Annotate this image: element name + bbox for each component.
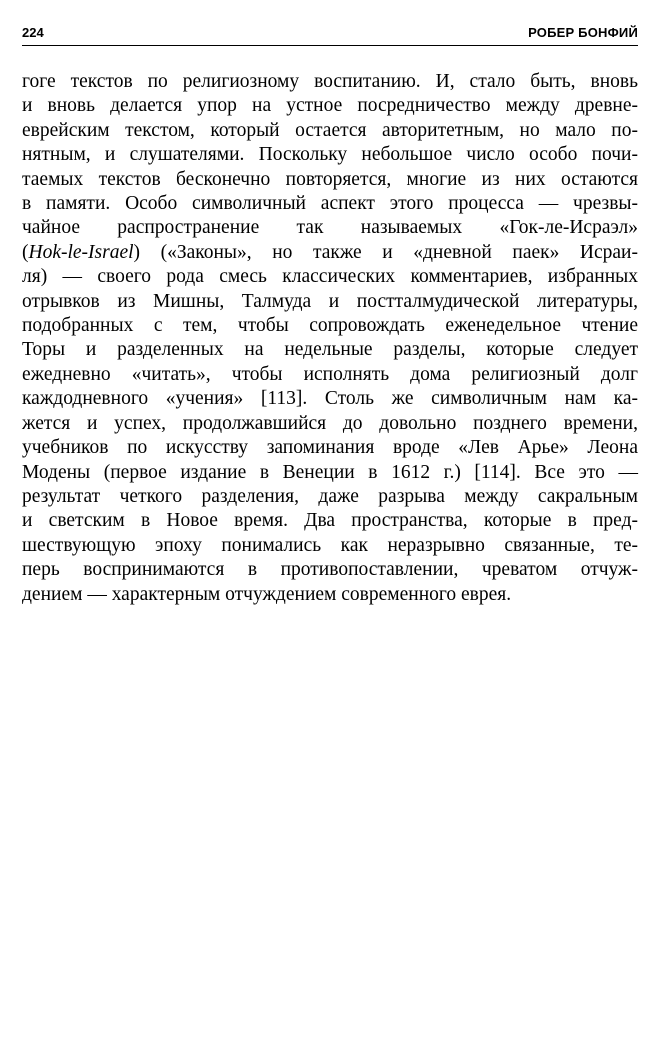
- text-line: Модены (первое издание в Венеции в 1612 г.) [114]. Все это —: [22, 461, 638, 483]
- body-paragraph: [22, 70, 638, 607]
- page-number: 224: [22, 25, 44, 40]
- text-line: в памяти. Особо символичный аспект этого процесса — чрезвы-: [22, 193, 638, 215]
- header-rule: [22, 45, 638, 46]
- text-line: еврейским текстом, который остается авторитетным, но мало по-: [22, 119, 638, 141]
- text-segment: ) («Законы», но также и «дневной паек» Исраи-: [133, 241, 638, 263]
- text-line: перь воспринимаются в противопоставлении, чреватом отчуж-: [22, 559, 638, 581]
- text-line: [22, 241, 638, 265]
- text-line: подобранных с тем, чтобы сопровождать еженедельное чтение: [22, 315, 638, 337]
- italic-term: Hok-le-Israel: [28, 241, 134, 263]
- text-line: жется и успех, продолжавшийся до довольно позднего времени,: [22, 412, 638, 434]
- text-line: таемых текстов бесконечно повторяется, многие из них остаются: [22, 168, 638, 190]
- text-line: каждодневного «учения» [113]. Столь же символичным нам ка-: [22, 388, 638, 410]
- text-line: Торы и разделенных на недельные разделы, которые следует: [22, 339, 638, 361]
- text-line: ежедневно «читать», чтобы исполнять дома религиозный долг: [22, 363, 638, 385]
- text-line: и светским в Новое время. Два пространства, которые в пред-: [22, 510, 638, 532]
- text-line: нятным, и слушателями. Поскольку небольшое число особо почи-: [22, 144, 638, 166]
- text-line: ля) — своего рода смесь классических комментариев, избранных: [22, 266, 638, 288]
- text-segment: (: [22, 241, 29, 263]
- running-head: РОБЕР БОНФИЙ: [528, 25, 638, 40]
- text-line: и вновь делается упор на устное посредничество между древне-: [22, 95, 638, 117]
- text-line: гоге текстов по религиозному воспитанию. И, стало быть, вновь: [22, 71, 638, 92]
- text-line: дением — характерным отчуждением современного еврея.: [22, 583, 512, 605]
- text-line: шествующую эпоху понимались как неразрывно связанные, те-: [22, 534, 638, 556]
- text-line: результат четкого разделения, даже разрыва между сакральным: [22, 485, 638, 507]
- text-line: отрывков из Мишны, Талмуда и постталмудической литературы,: [22, 290, 638, 312]
- page-header: [22, 22, 638, 44]
- text-line: учебников по искусству запоминания вроде «Лев Арье» Леона: [22, 437, 638, 459]
- text-line: чайное распространение так называемых «Гок-ле-Исраэл»: [22, 217, 638, 239]
